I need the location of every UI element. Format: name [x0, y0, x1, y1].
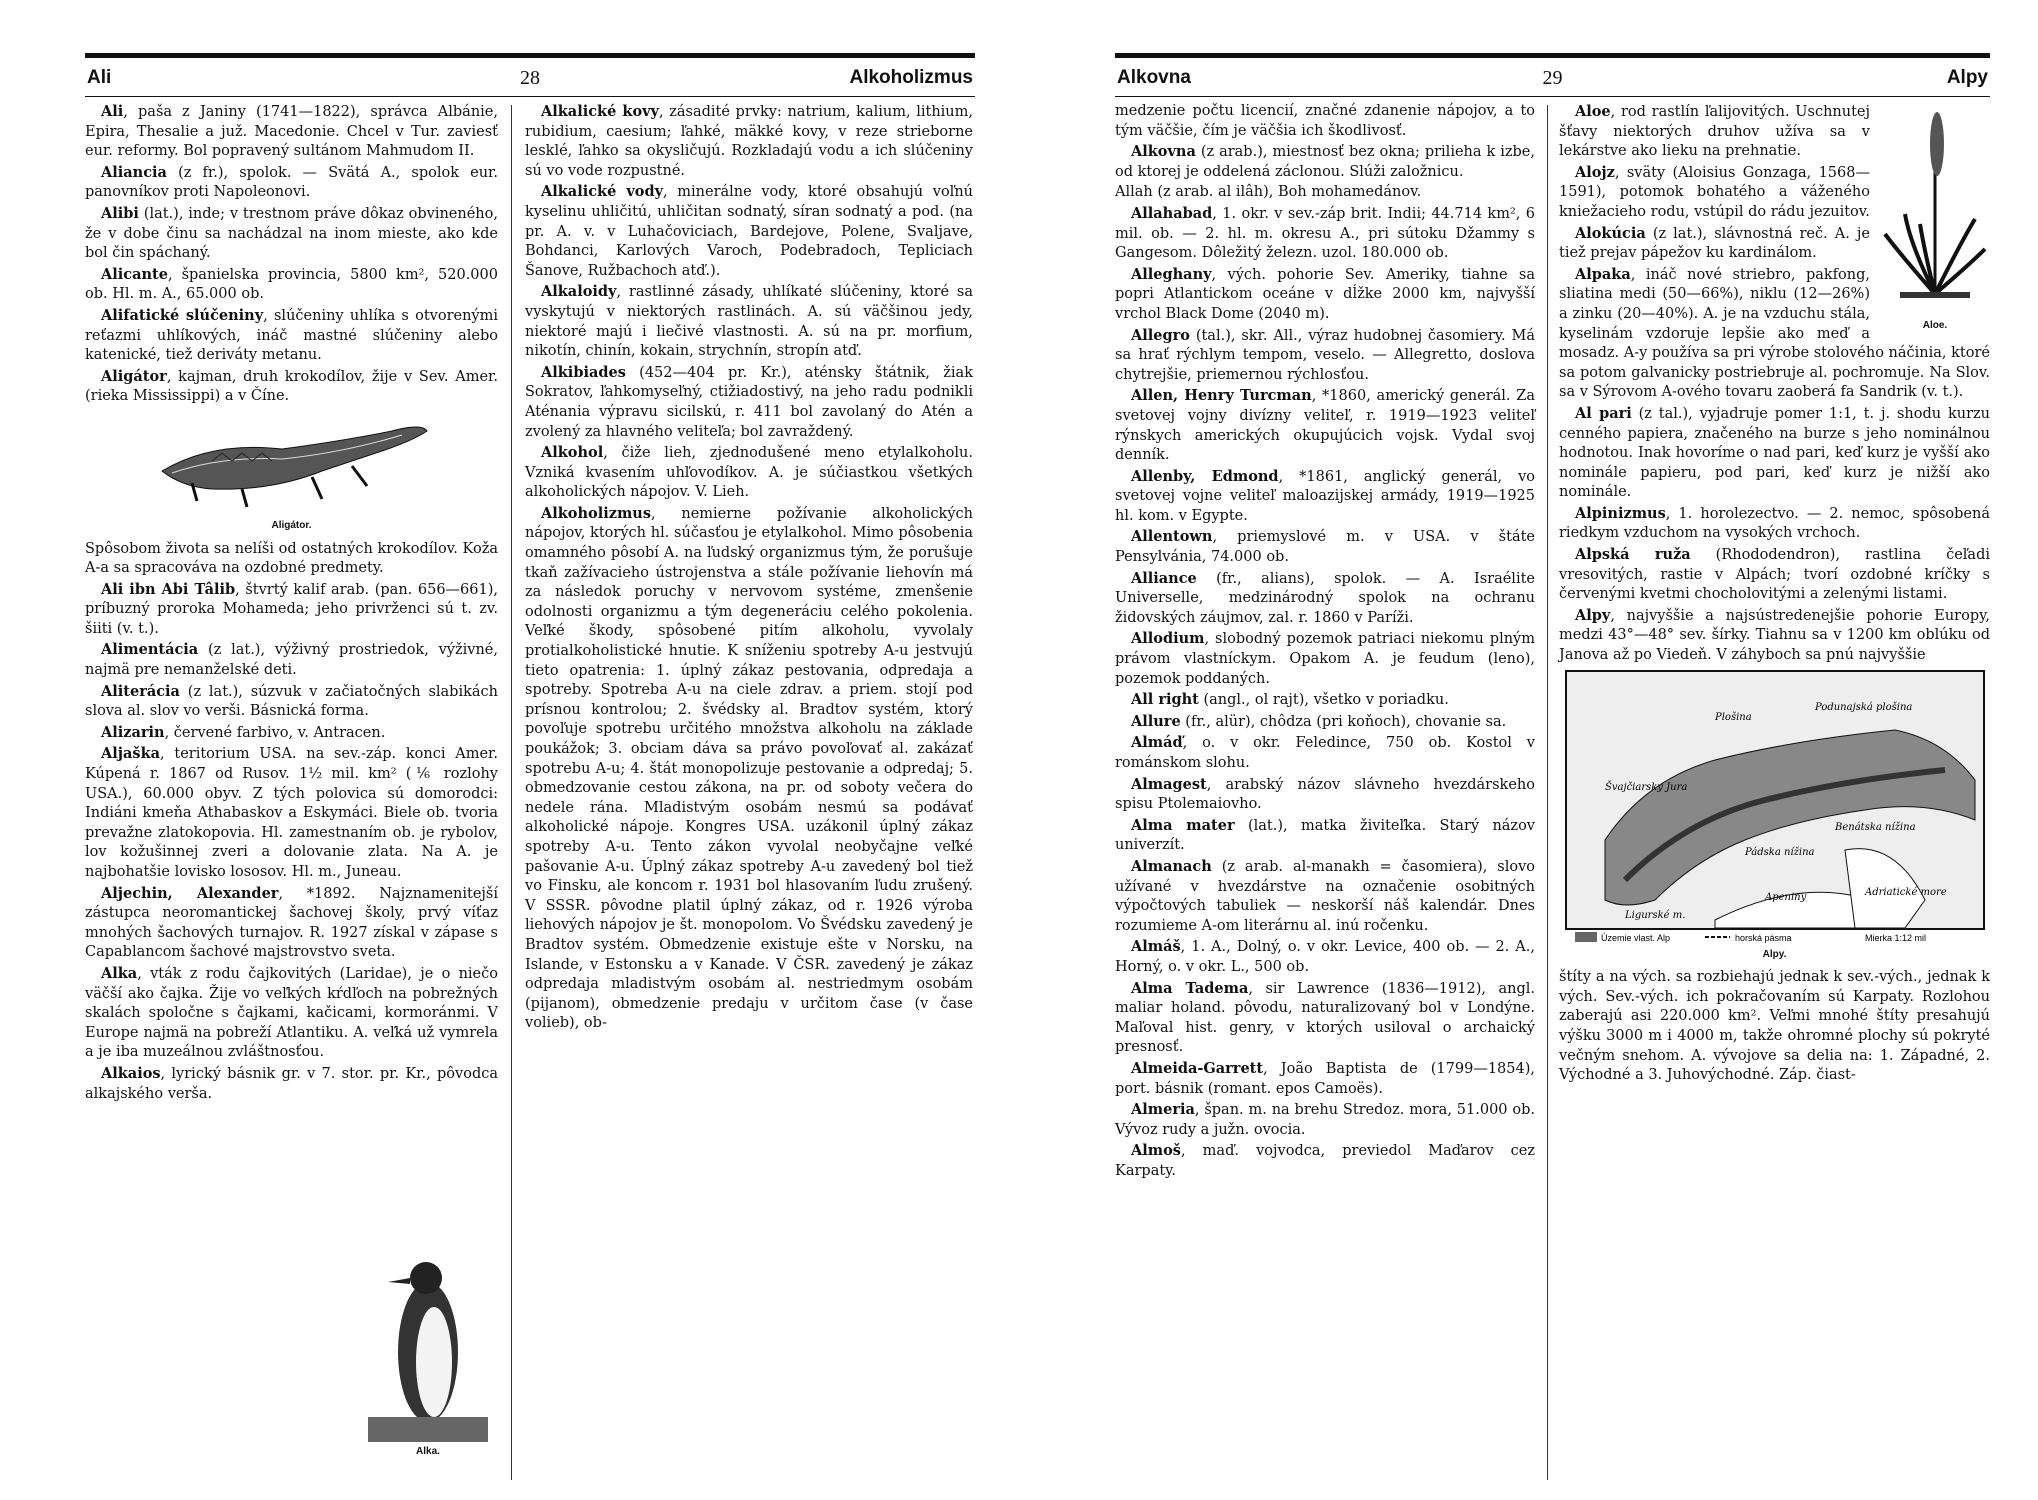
entry-headword: Ali ibn Abi Tâlib: [101, 580, 236, 598]
alka-bird-illustration: [368, 1242, 488, 1442]
map-label: Ligurské m.: [1624, 909, 1685, 921]
entry-headword: Aljaška: [101, 745, 161, 763]
dictionary-entry: [1115, 1141, 1535, 1181]
dictionary-entry: [1115, 326, 1535, 386]
aloe-figure: [1880, 104, 1990, 335]
entry-headword: Aliterácia: [101, 682, 180, 700]
entry-headword: Al pari: [1575, 404, 1632, 422]
entry-headword: Alkohol: [541, 444, 604, 462]
entry-body: , lyrický básnik gr. v 7. stor. pr. Kr., pôvodca alkajského verša.: [85, 1065, 498, 1102]
aloe-plant-illustration: [1880, 104, 1990, 309]
entry-body: , červené farbivo, v. Antracen.: [164, 724, 386, 741]
entry-headword: Alokúcia: [1575, 224, 1646, 242]
dictionary-entry: [1115, 629, 1535, 689]
entry-body: medzenie počtu licencií, značné zdanenie nápojov, a to tým väčšie, čím je väčšia ich škodlivosť.: [1115, 103, 1535, 139]
dictionary-entry: [1559, 504, 1990, 544]
dictionary-entry: [1115, 102, 1535, 141]
entry-body: , rod rastlín ľalijovitých. Uschnutej šťavy niektorých druhov užíva sa v lekárstve ako lieku na prehnatie.: [1559, 104, 1870, 160]
entry-body: , čiže lieh, zjednodušené meno etylalkoholu. Vzniká kvasením uhľovodíkov. A. je súčiastkou všetkých alkoholických nápojov. V. Lieh.: [525, 445, 973, 501]
entry-headword: Alpaka: [1575, 265, 1631, 283]
entry-headword: Alliance: [1131, 569, 1197, 587]
entry-headword: Aloe: [1575, 103, 1611, 120]
alka-figure: [358, 1242, 498, 1462]
map-label: Adriatické more: [1864, 886, 1947, 898]
dictionary-entry: [525, 363, 973, 442]
entry-body: , maď. vojvodca, previedol Maďarov cez Karpaty.: [1115, 1143, 1535, 1179]
entry-headword: Alojz: [1575, 163, 1615, 181]
entry-body: , 1. A., Dolný, o. v okr. Levice, 400 ob. — 2. A., Horný, o. v okr. L., 500 ob.: [1115, 939, 1535, 975]
entry-headword: Alkibiades: [541, 363, 626, 381]
map-label: Pádska nížina: [1744, 846, 1814, 858]
entry-headword: Alleghany: [1131, 265, 1212, 283]
map-label: Švajčiarsky Jura: [1604, 781, 1687, 793]
entry-headword: Alma Tadema: [1131, 979, 1249, 997]
dictionary-entry: [1115, 1059, 1535, 1099]
page-number: 29: [1542, 67, 1563, 89]
entry-headword: Alkoholizmus: [541, 504, 651, 522]
dictionary-entry: [85, 744, 498, 882]
entry-headword: Allentown: [1131, 528, 1213, 546]
dictionary-entry: [525, 504, 973, 1034]
page-number: 28: [520, 67, 540, 89]
dictionary-entry: [1115, 204, 1535, 264]
entry-body: , priemyslové m. v USA. v štáte Pensylvánia, 74.000 ob.: [1115, 529, 1535, 566]
left-column-2: [525, 102, 973, 1480]
dictionary-entry: [1115, 712, 1535, 733]
dictionary-entry: [85, 163, 498, 203]
entry-body: štíty a na vých. sa rozbiehajú jednak k sev.-vých., jednak k vých. Sev.-vých. ich pokračovaním sú Karpaty. Rozlohou zaberajú asi 220.000 km². Veľmi mnohé štíty presahujú výšku 3000 m i 4000 m, takže ohromné plochy sú pokryté večným snehom. A. vývojove sa delia na: 1. Západné, 2. Východné a 3. Juhovýchodné. Záp. čiast-: [1559, 969, 1990, 1084]
dictionary-entry: [1115, 569, 1535, 629]
entry-body: , João Baptista de (1799—1854), port. básnik (romant. epos Camoës).: [1115, 1060, 1535, 1097]
entry-headword: Aljechin, Alexander: [101, 884, 279, 902]
dictionary-entry: [85, 723, 498, 744]
dictionary-entry: [1115, 183, 1535, 203]
entry-headword: Alma mater: [1131, 816, 1235, 834]
entry-body: , najvyššie a najsústredenejšie pohorie Europy, medzi 43°—48° sev. šírky. Tiahnu sa v 1200 km oblúku od Janova až po Viedeň. V záhyboch sa pnú najvyššie: [1559, 607, 1990, 664]
entry-body: (z lat.), slávnostná reč. A. je tiež prejav pápežov ku kardinálom.: [1559, 225, 1870, 262]
entry-body: , španielska provincia, 5800 km², 520.000 ob. Hl. m. A., 65.000 ob.: [85, 266, 498, 303]
dictionary-entry: [1115, 1100, 1535, 1140]
entry-headword: Almagest: [1131, 775, 1207, 793]
entry-body: (452—404 pr. Kr.), aténsky štátnik, žiak Sokratov, ľahkomyseľný, ctižiadostivý, na jeho radu podnikli Aténania výpravu sicilskú, r. 411 bol zavolaný do Atén a zvolený za hlavného veliteľa; bol zavraždený.: [525, 364, 973, 440]
entry-body: , rastlinné zásady, uhlíkaté slúčeniny, ktoré sa vyskytujú v niektorých rastlinách. A. sú väčšinou jedy, niektoré majú i liečivé vlastnosti. A. sú na pr. morfium, nikotín, chinín, kokain, strychnín, stropín atď.: [525, 284, 973, 360]
dictionary-entry: [1559, 404, 1990, 503]
entry-headword: Almeida-Garrett: [1131, 1059, 1264, 1077]
dictionary-entry: [85, 884, 498, 963]
dictionary-entry: [1115, 733, 1535, 773]
entry-body: , vých. pohorie Sev. Ameriky, tiahne sa popri Atlantickom oceáne v dĺžke 2000 km, najvyšší vrchol Black Dome (2040 m).: [1115, 266, 1535, 322]
dictionary-entry: [1115, 857, 1535, 936]
entry-headword: Alkaios: [101, 1064, 161, 1082]
entry-headword: Aligátor: [101, 367, 167, 385]
dictionary-entry: [525, 102, 973, 181]
dictionary-entry: [85, 102, 498, 162]
entry-headword: Allegro: [1131, 326, 1190, 344]
dictionary-entry: [1115, 386, 1535, 465]
entry-headword: Alpy: [1575, 606, 1611, 624]
entry-body: (Rhododendron), rastlina čeľadi vresovitých, rastie v Alpách; tvorí ozdobné kríčky s červenými kvetmi chocholovitými a zelenými listami.: [1559, 547, 1990, 603]
dictionary-entry: [85, 640, 498, 680]
entry-body: Spôsobom života sa nelíši od ostatných krokodílov. Koža A-a sa spracováva na ozdobné predmety.: [85, 540, 498, 577]
entry-headword: Alka: [101, 964, 138, 982]
dictionary-entry: [1115, 142, 1535, 182]
alligator-illustration: [152, 411, 432, 516]
entry-body: , sir Lawrence (1836—1912), angl. maliar holand. pôvodu, naturalizovaný bol v Londýne. Maľoval hist. genry, v ktorých usiloval o archaický presnosť.: [1115, 980, 1535, 1056]
dictionary-entry: [85, 540, 498, 579]
left-running-header: [85, 53, 975, 97]
map-legend-ranges: horská pásma: [1734, 932, 1792, 943]
map-legend-territory: Územie vlast. Alp: [1600, 932, 1670, 943]
column-rule: [511, 105, 512, 1480]
dictionary-entry: [1115, 527, 1535, 567]
dictionary-entry: [1115, 265, 1535, 325]
alps-map: [1565, 670, 1985, 945]
entry-headword: Alkaloidy: [541, 283, 617, 301]
entry-body: (fr., alür), chôdza (pri koňoch), chovanie sa.: [1180, 713, 1507, 730]
header-right-word: Alpy: [1946, 67, 1988, 88]
dictionary-entry: [1115, 979, 1535, 1058]
dictionary-entry: [1559, 606, 1990, 666]
alps-map-figure: [1559, 670, 1990, 965]
entry-body: , paša z Janiny (1741—1822), správca Albánie, Epira, Thesalie a juž. Macedonie. Chcel v Tur. zaviesť eur. reformy. Bol popravený sultánom Mahmudom II.: [85, 104, 498, 160]
alps-map-caption: Alpy.: [1762, 948, 1787, 960]
dictionary-entry: [1559, 545, 1990, 605]
entry-headword: All right: [1131, 691, 1199, 709]
entry-body: , *1860, americký generál. Za svetovej vojny divízny veliteľ, r. 1919—1923 veliteľ rýnskych amerických okupujúcich vojsk. Vydal svoj denník.: [1115, 388, 1535, 464]
entry-headword: Alkalické kovy: [541, 103, 659, 120]
right-page: [1115, 40, 1990, 1480]
entry-body: , 1. okr. v sev.-záp brit. Indii; 44.714 km², 6 mil. ob. — 2. hl. m. okresu A., pri sútoku Džammy s Gangesom. Dôležitý železn. uzol. 180.000 ob.: [1115, 205, 1535, 262]
entry-body: (z arab.), miestnosť bez okna; prilieha k izbe, od ktorej je oddelená záclonou. Slúži založnicu.: [1115, 144, 1535, 180]
entry-body: (tal.), skr. All., výraz hudobnej časomiery. Má sa hrať rýchlym tempom, veselo. — Allegretto, doslova chytrejšie, priemernou rýchlosťou.: [1115, 327, 1535, 383]
dictionary-entry: [85, 265, 498, 305]
dictionary-entry: [1115, 467, 1535, 527]
entry-body: , štvrtý kalif arab. (pan. 656—661), príbuzný proroka Mohameda; jeho privrženci sú t. zv. šiiti (v. t.).: [85, 581, 498, 637]
right-column-1: [1115, 102, 1535, 1480]
entry-body: , špan. m. na brehu Stredoz. mora, 51.000 ob. Vývoz rudy a južn. ovocia.: [1115, 1102, 1535, 1138]
entry-body: , teritorium USA. na sev.-záp. konci Amer. Kúpená r. 1867 od Rusov. 1½ mil. km² (⅙ rozlohy USA.), 60.000 obyv. Z tých polovica sú domorodci: Indiáni kmeňa Athabaskov a Eskymáci. Biele ob. tvoria prevažne zlatokopovia. Hl. zamestnaním ob. je rybolov, lov kožušinnej zveri a dolovanie zlata. Na A. je najbohatšie lovisko lososov. Hl. m., Juneau.: [85, 746, 498, 880]
dictionary-entry: [85, 306, 498, 366]
entry-headword: Almáš: [1131, 938, 1181, 956]
dictionary-entry: [1115, 937, 1535, 977]
entry-headword: Allodium: [1131, 630, 1205, 648]
entry-headword: Alibi: [101, 204, 139, 222]
entry-body: (angl., ol rajt), všetko v poriadku.: [1198, 692, 1449, 709]
dictionary-entry: [1115, 775, 1535, 815]
right-running-header: [1115, 53, 1990, 97]
entry-body: Allah (z arab. al ilâh), Boh mohamedánov.: [1115, 184, 1422, 201]
entry-body: , *1892. Najznamenitejší zástupca neoromantickej šachovej školy, prvý víťaz mnohých šachových turnajov. R. 1927 získal v zápase s Capablancom šachové majstrovstvo sveta.: [85, 885, 498, 961]
dictionary-entry: [525, 443, 973, 503]
entry-headword: Almoš: [1131, 1142, 1181, 1160]
entry-body: (z fr.), spolok. — Svätá A., spolok eur. panovníkov proti Napoleonovi.: [85, 164, 498, 201]
entry-body: , slobodný pozemok patriaci niekomu plným právom vlastníckym. Opakom A. je feudum (leno), pozemok poddaných.: [1115, 631, 1535, 687]
entry-headword: Alpinizmus: [1575, 504, 1666, 522]
entry-body: (z lat.), výživný prostriedok, výživné, najmä pre nemanželské deti.: [85, 642, 498, 679]
entry-headword: Almanach: [1131, 857, 1212, 875]
header-left-word: Ali: [87, 67, 112, 88]
alligator-figure: [85, 411, 498, 536]
entry-body: (fr., alians), spolok. — A. Israélite Universelle, medzinárodný spolok na ochranu židovských záujmov, zal. r. 1860 v Paríži.: [1115, 570, 1535, 626]
header-left-word: Alkovna: [1117, 67, 1191, 88]
entry-headword: Allure: [1131, 712, 1181, 730]
dictionary-entry: [1559, 968, 1990, 1086]
left-column-1: [85, 102, 498, 1480]
entry-body: (lat.), inde; v trestnom práve dôkaz obvineného, že v dobe činu sa nachádzal na inom mieste, ako kde bol čin spáchaný.: [85, 205, 498, 262]
entry-body: , slúčeniny uhlíka s otvorenými reťazmi uhlíkových, ináč mastné slúčeniny alebo katenické, tiež deriváty metanu.: [85, 307, 498, 364]
entry-headword: Ali: [101, 103, 124, 120]
entry-body: , sväty (Aloisius Gonzaga, 1568—1591), potomok bohatého a váženého kniežacieho rodu, vstúpil do rádu jezuitov.: [1559, 164, 1870, 220]
entry-body: , *1861, anglický generál, vo svetovej vojne veliteľ maloazijskej armády, 1919—1925 hl. kom. v Egypte.: [1115, 468, 1535, 524]
map-label: Plošina: [1714, 711, 1752, 723]
dictionary-entry: [85, 367, 498, 407]
entry-headword: Almeria: [1131, 1101, 1195, 1119]
entry-body: , arabský názov slávneho hvezdárskeho spisu Ptolemaiovho.: [1115, 776, 1535, 813]
entry-body: , nemierne požívanie alkoholických nápojov, ktorých hl. súčasťou je etylalkohol. Mimo pôsobenia omamného pôsobí A. na ľudský organizmus tým, že porušuje tkaň zažívacieho ústrojenstva a stále požívanie liehovín má za následok poruchy v nervovom systéme, zmenšenie odolnosti organizmu a tým degeneráciu celého pokolenia. Veľké škody, spôsobené pitím alkoholu, vyvolaly protialkoholistické hnutie. K sníženiu spotreby A-u jestvujú tieto opatrenia: 1. úplný zákaz pestovania, odpredaja a spotreby. Spotreba A-u na ciele zdrav. a priem. stojí pod prísnou kontrolou; 2. švédsky al. Bradtov systém, ktorý povoľuje spotrebu určitého množstva alkoholu na základe poukážok; 3. obciam dáva sa právo povoľovať al. zakázať spotrebu A-u; 4. štát monopolizuje pestovanie a odpredaj; 5. obmedzovanie cestou zákona, na pr. od soboty večera do nedele rána. Mladistvým osobám nesmú sa podávať alkoholické nápoje. Kongres USA. uzákonil úplný zákaz spotreby A-u. Tento zákon vyvolal neobyčajne veľké pašovanie A-u. Úplný zákaz spotreby A-u zavedený bol tiež vo Finsku, ale koncom r. 1931 bol hlasovaním ľudu zrušený. V SSSR. pôvodne platil úplný zákaz, od r. 1926 výroba liehových nápojov je št. monopolom. Vo Švédsku zavedený je Bradtov systém. Obmedzenie existuje ešte v Norsku, na Islande, v Estonsku a v Kanade. V ČSR. zavedený je zákaz odpredaja mladistvým osobám al. nestriedmym osobám (pijanom), obmedzenie predaju v určitom čase (v čase volieb), ob-: [525, 505, 973, 1032]
entry-body: (z arab. al-manakh = časomiera), slovo užívané v hvezdárstve na označenie osobitných výpočtových tabuliek — neskorší náš kalendár. Dnes rozumieme A-om literárnu al. inú ročenku.: [1115, 858, 1535, 934]
map-label: Benátska nížina: [1834, 821, 1916, 833]
aloe-caption: Aloe.: [1922, 319, 1948, 331]
entry-body: (z tal.), vyjadruje pomer 1:1, t. j. shodu kurzu cenného papiera, značeného na burze s jeho nominálnou hodnotou. Inak hovoríme o nad pari, keď kurz je vyšší ako nominále papieru, pod pari, keď kurz je nižší ako nominále.: [1559, 405, 1990, 501]
header-right-word: Alkoholizmus: [849, 67, 973, 88]
dictionary-entry: [85, 682, 498, 722]
entry-headword: Almáď: [1131, 734, 1183, 752]
entry-body: , o. v okr. Feledince, 750 ob. Kostol v románskom slohu.: [1115, 735, 1535, 771]
column-rule: [1547, 105, 1548, 1480]
dictionary-entry: [85, 204, 498, 264]
map-label: Apeniny: [1764, 891, 1806, 903]
dictionary-entry: [1115, 816, 1535, 856]
dictionary-entry: [1115, 690, 1535, 711]
entry-headword: Alizarin: [101, 723, 165, 741]
entry-headword: Alicante: [101, 265, 168, 283]
map-label: Podunajská plošina: [1814, 701, 1912, 713]
entry-body: , zásadité prvky: natrium, kalium, lithium, rubidium, caesium; ľahké, mäkké kovy, v reze strieborne lesklé, ľahko sa okysličujú. Rozkladajú vodu a ich slúčeniny sú vo vode rozpustné.: [525, 104, 973, 179]
entry-headword: Allenby, Edmond: [1131, 467, 1279, 485]
entry-headword: Alifatické slúčeniny: [101, 306, 264, 324]
entry-headword: Alkalické vody: [541, 183, 664, 201]
entry-body: , 1. horolezectvo. — 2. nemoc, spôsobená riedkym vzduchom na vysokých vrchoch.: [1559, 505, 1990, 542]
right-column-2: [1559, 102, 1990, 1480]
map-legend-scale: Mierka 1:12 mil: [1864, 932, 1926, 943]
dictionary-entry: [85, 964, 498, 1063]
dictionary-entry: [85, 580, 498, 640]
entry-body: , vták z rodu čajkovitých (Laridae), je o niečo väčší ako čajka. Žije vo veľkých kŕdľoch na pobrežných skalách spoločne s čajkami, kačicami, kormoránmi. V Europe najmä na pobreží Atlantiku. A. veľká už vymrela a je iba muzeálnou zvláštnosťou.: [85, 965, 498, 1061]
left-page: [85, 40, 975, 1480]
dictionary-entry: [525, 182, 973, 281]
entry-body: , kajman, druh krokodílov, žije v Sev. Amer. (rieka Mississippi) a v Číne.: [85, 368, 498, 405]
entry-body: (z lat.), súzvuk v začiatočných slabikách slova al. slov vo verši. Básnická forma.: [85, 683, 498, 720]
entry-body: , minerálne vody, ktoré obsahujú voľnú kyselinu uhličitú, uhličitan sodnatý, síran sodnatý a pod. (na pr. A. v. v Luhačoviciach, Bardejove, Polene, Svaljave, Bohdanci, Karlových Varoch, Podebradoch, Tepliciach Šanove, Ružbachoch atď.).: [525, 184, 973, 279]
dictionary-entry: [85, 1064, 498, 1104]
entry-headword: Aliancia: [101, 163, 167, 181]
entry-headword: Allahabad: [1131, 204, 1213, 222]
alka-caption: Alka.: [416, 1446, 440, 1458]
dictionary-entry: [525, 282, 973, 361]
entry-body: (lat.), matka živiteľka. Starý názov univerzít.: [1115, 817, 1535, 854]
entry-headword: Alkovna: [1131, 143, 1196, 161]
entry-body: , ináč nové striebro, pakfong, sliatina medi (50—66%), niklu (12—26%) a zinku (20—40%). A. je na vzduchu stála, kyselinám vzdoruje lepšie ako meď a mosadz. A-y používa sa pri výrobe stolového náčinia, ktoré sa potom galvanicky postriebruje al. pochromuje. Na Slov. sa v Sýrovom A-ového tovaru zaoberá fa Sandrik (v. t.).: [1559, 266, 1990, 401]
entry-headword: Alimentácia: [101, 641, 199, 659]
alligator-caption: Aligátor.: [271, 519, 312, 531]
entry-headword: Allen, Henry Turcman: [1131, 387, 1312, 405]
entry-headword: Alpská ruža: [1575, 546, 1691, 564]
